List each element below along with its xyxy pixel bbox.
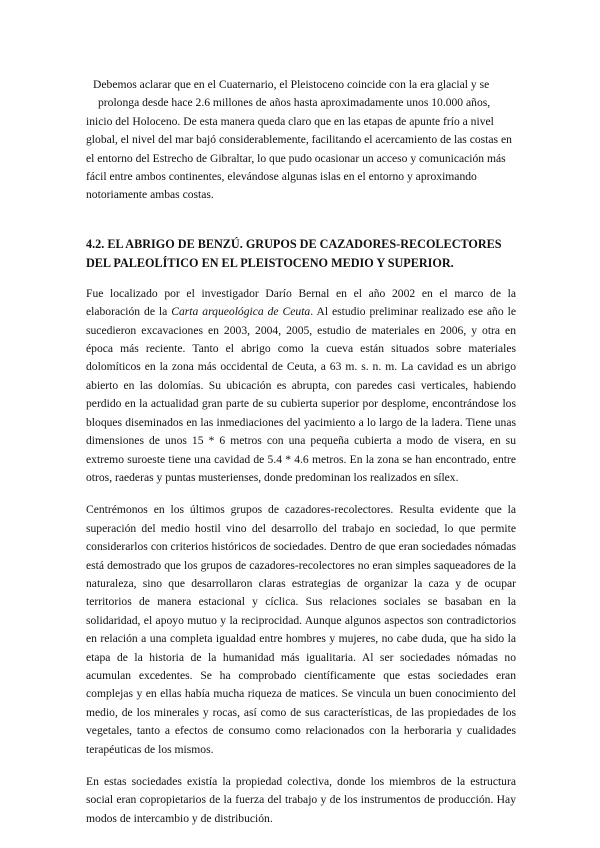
intro-line-2: prolonga desde hace 2.6 millones de años hasta aproximadamente unos 10.000 años,	[98, 96, 491, 110]
intro-rest: inicio del Holoceno. De esta manera queda claro que en las etapas de apunte frío a nivel global, el nivel del mar bajó considerablemente, facilitando el acercamiento de las costas en el entorno del Estrecho de Gibraltar, lo que pudo ocasionar un acceso y comunicación más fácil entre ambos continentes, elevándose algunas islas en el entorno y aproximando notoriamente ambas costas.	[86, 114, 512, 202]
paragraph-text: . Al estudio preliminar realizado ese año le sucedieron excavaciones en 2003, 2004, 2005, estudio de materiales en 2006, y otra en época más reciente. Tanto el abrigo como la cueva están situados sobre materiales dolomíticos en la zona más occidental de Ceuta, a 63 m. s. n. m. La cavidad es un abrigo abierto en las dolomías. Su ubicación es abrupta, con paredes casi verticales, habiendo perdido en la actualidad gran parte de su cubierta superior por desplome, encontrándose los bloques diseminados en las inmediaciones del yacimiento a lo largo de la ladera. Tiene unas dimensiones de unos 15 * 6 metros con una pequeña cubierta a modo de visera, en su extremo suroeste tiene una cavidad de 5.4 * 4.6 metros. En la zona se han encontrado, entre otros, raederas y puntas musterienses, donde predominan los realizados en sílex.	[86, 305, 516, 484]
paragraph-abrigo-benzu	[86, 285, 516, 487]
intro-line-1: Debemos aclarar que en el Cuaternario, el Pleistoceno coincide con la era glacial y se	[93, 78, 490, 91]
paragraph-propiedad-colectiva: En estas sociedades existía la propiedad colectiva, donde los miembros de la estructura social eran copropietarios de la fuerza del trabajo y de los instrumentos de producción. Hay modos de intercambio y de distribución.	[86, 775, 516, 825]
paragraph-text: Fue localizado por el investigador Darío Bernal en el año 2002 en el marco de la elaboración de la	[86, 286, 516, 319]
intro-paragraph	[86, 76, 516, 205]
italic-title: Carta arqueológica de Ceuta	[171, 305, 311, 319]
document-page	[86, 76, 516, 842]
paragraph-cazadores-recolectores: Centrémonos en los últimos grupos de cazadores-recolectores. Resulta evidente que la superación del medio hostil vino del desarrollo del trabajo en sociedad, lo que permite considerarlos con criterios históricos de sociedades. Dentro de que eran sociedades nómadas está demostrado que los grupos de cazadores-recolectores no eran simples saqueadores de la naturaleza, sino que desarrollaron claras estrategias de organizar la caza y de ocupar territorios de manera estacional y cíclica. Sus relaciones sociales se basaban en la solidaridad, el apoyo mutuo y la reciprocidad. Aunque algunos aspectos son contradictorios en relación a una completa igualdad entre hombres y mujeres, no cabe duda, que ha sido la etapa de la historia de la humanidad más igualitaria. Al ser sociedades nómadas no acumulan excedentes. Se ha comprobado científicamente que estas sociedades eran complejas y en ellas había mucha riqueza de matices. Se vincula un buen conocimiento del medio, de los minerales y rocas, así como de sus características, de las propiedades de los vegetales, tanto a efectos de consumo como relacionados con la herboraria y cualidades terapéuticas de los mismos.	[86, 503, 516, 756]
section-heading: 4.2. EL ABRIGO DE BENZÚ. GRUPOS DE CAZADORES-RECOLECTORES DEL PALEOLÍTICO EN EL PLEISTOCENO MEDIO Y SUPERIOR.	[86, 236, 502, 270]
